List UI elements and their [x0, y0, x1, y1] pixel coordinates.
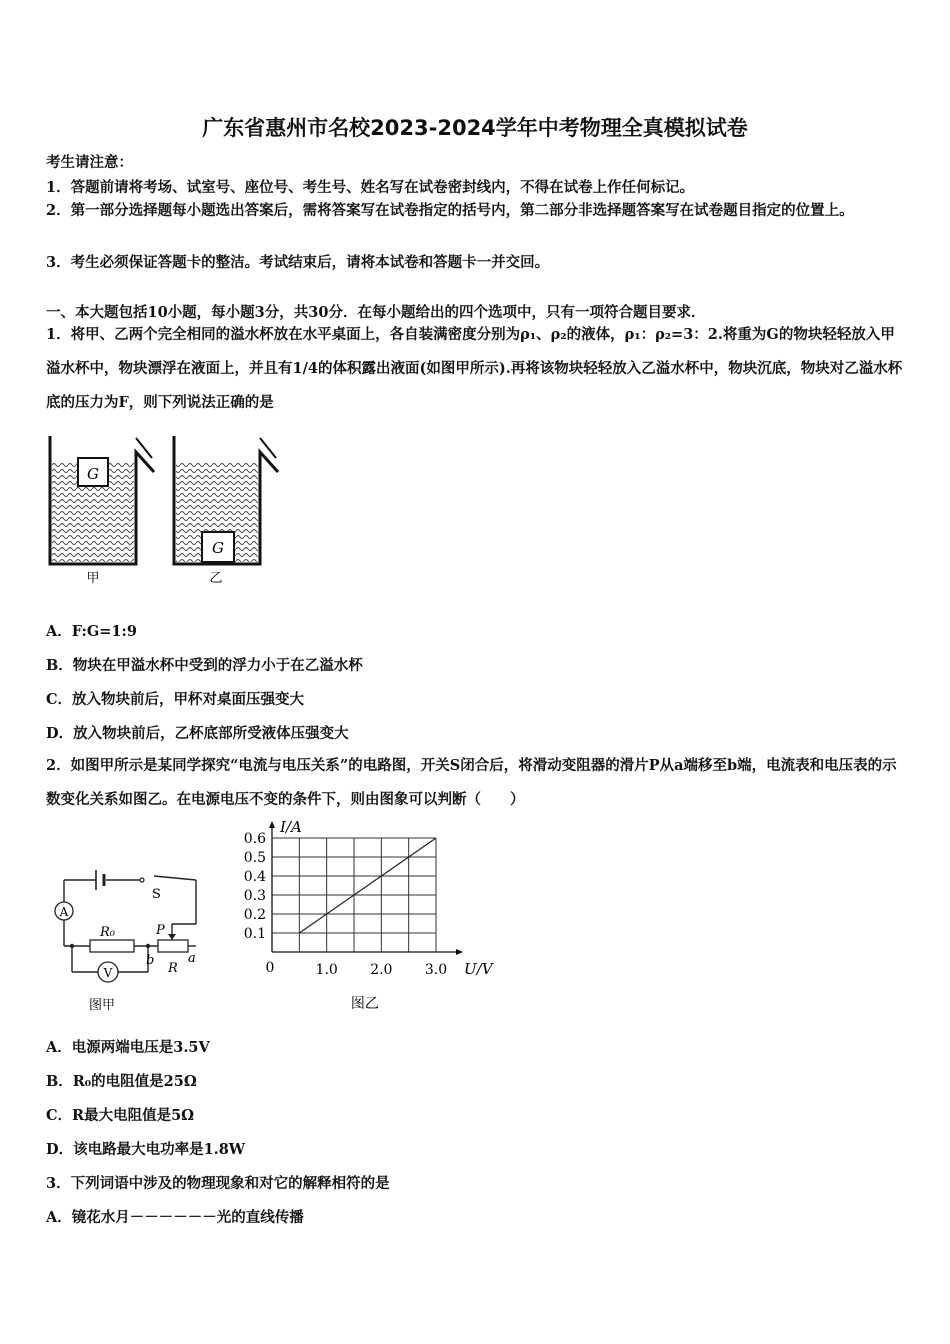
page-title: 广东省惠州市名校2023-2024学年中考物理全真模拟试卷 [202, 116, 748, 140]
q1-option-a: A．F:G=1:9 [46, 623, 137, 640]
cup-2-label: 乙 [209, 571, 223, 586]
chart-series [299, 838, 436, 933]
question-3-text: 3．下列词语中涉及的物理现象和对它的解释相符的是 [46, 1175, 390, 1192]
origin-label: 0 [265, 960, 275, 976]
y-tick-label: 0.5 [243, 850, 266, 866]
notice-item-3: 3．考生必须保证答题卡的整洁。考试结束后，请将本试卷和答题卡一并交回。 [46, 254, 550, 271]
cup-yi [174, 436, 278, 586]
ammeter-label: A [59, 905, 69, 919]
resistor-r0 [90, 940, 134, 952]
switch-contact [140, 878, 144, 882]
q2-option-d: D．该电路最大电功率是1.8W [46, 1141, 246, 1158]
circuit-caption: 图甲 [88, 998, 116, 1013]
question-2-text: 2．如图甲所示是某同学探究“电流与电压关系”的电路图，开关S闭合后，将滑动变阻器的滑片P从a端移至b端，电流表和电压表的示数变化关系如图乙。在电源电压不变的条件下，则由图象可以判断（ ） [46, 757, 897, 808]
block-1-label: G [87, 465, 99, 483]
y-tick-label: 0.3 [243, 888, 266, 904]
voltmeter-label: V [103, 966, 113, 980]
block-2-label: G [212, 539, 224, 557]
junction-left [70, 944, 74, 948]
q1-figure [44, 432, 284, 588]
y-axis-label: I/A [280, 818, 302, 836]
q2-option-c: C．R最大电阻值是5Ω [46, 1107, 195, 1124]
q1-option-b: B．物块在甲溢水杯中受到的浮力小于在乙溢水杯 [46, 657, 363, 674]
q3-option-a: A．镜花水月－－－－－－光的直线传播 [46, 1209, 304, 1226]
r0-label: R₀ [100, 925, 115, 940]
notice-item-1: 1．答题前请将考场、试室号、座位号、考生号、姓名写在试卷密封线内，不得在试卷上作任何标记。 [46, 179, 695, 196]
b-label: b [146, 953, 155, 968]
cup-1-label: 甲 [86, 571, 100, 586]
x-axis-label: U/V [464, 960, 493, 978]
cup-jia [50, 436, 154, 586]
rheostat-r [158, 940, 188, 952]
a-label: a [188, 951, 196, 966]
x-tick-label: 3.0 [424, 962, 448, 978]
y-tick-label: 0.6 [243, 831, 266, 847]
q1-option-d: D．放入物块前后，乙杯底部所受液体压强变大 [46, 725, 349, 742]
chart-axes [269, 821, 463, 955]
y-tick-label: 0.4 [243, 869, 266, 885]
q2-chart [236, 816, 506, 1020]
chart-labels [244, 818, 495, 1012]
series-line [299, 838, 436, 933]
q2-option-a: A．电源两端电压是3.5V [46, 1039, 210, 1056]
p-label: P [156, 923, 165, 938]
section-heading: 一、本大题包括10小题，每小题3分，共30分．在每小题给出的四个选项中，只有一项符合题目要求． [46, 304, 706, 321]
y-tick-label: 0.1 [243, 926, 266, 942]
question-1-text: 1．将甲、乙两个完全相同的溢水杯放在水平桌面上，各自装满密度分别为ρ₁、ρ₂的液体，ρ₁：ρ₂=3：2.将重为G的物块轻轻放入甲溢水杯中，物块漂浮在液面上，并且有1/4的体积露出液面(如图甲所示).再将该物块轻轻放入乙溢水杯中，物块沉底，物块对乙溢水杯底的压力为F，则下列说法正确的是 [46, 326, 903, 411]
x-tick-label: 1.0 [315, 962, 338, 978]
chart-caption: 图乙 [350, 996, 379, 1012]
y-tick-label: 0.2 [243, 907, 266, 923]
q2-circuit [48, 862, 218, 1020]
switch-label: S [152, 887, 161, 902]
q1-option-c: C．放入物块前后，甲杯对桌面压强变大 [46, 691, 305, 708]
q2-option-b: B．R₀的电阻值是25Ω [46, 1073, 197, 1090]
notice-item-2: 2．第一部分选择题每小题选出答案后，需将答案写在试卷指定的括号内，第二部分非选择题答案写在试卷题目指定的位置上。 [46, 202, 854, 219]
r-label: R [168, 961, 178, 976]
junction-mid [146, 944, 150, 948]
notice-heading: 考生请注意： [46, 154, 133, 171]
x-tick-label: 2.0 [370, 962, 393, 978]
x-axis-arrow-icon [456, 949, 463, 955]
slider-arrow-icon [168, 934, 176, 940]
y-axis-arrow-icon [269, 821, 275, 828]
